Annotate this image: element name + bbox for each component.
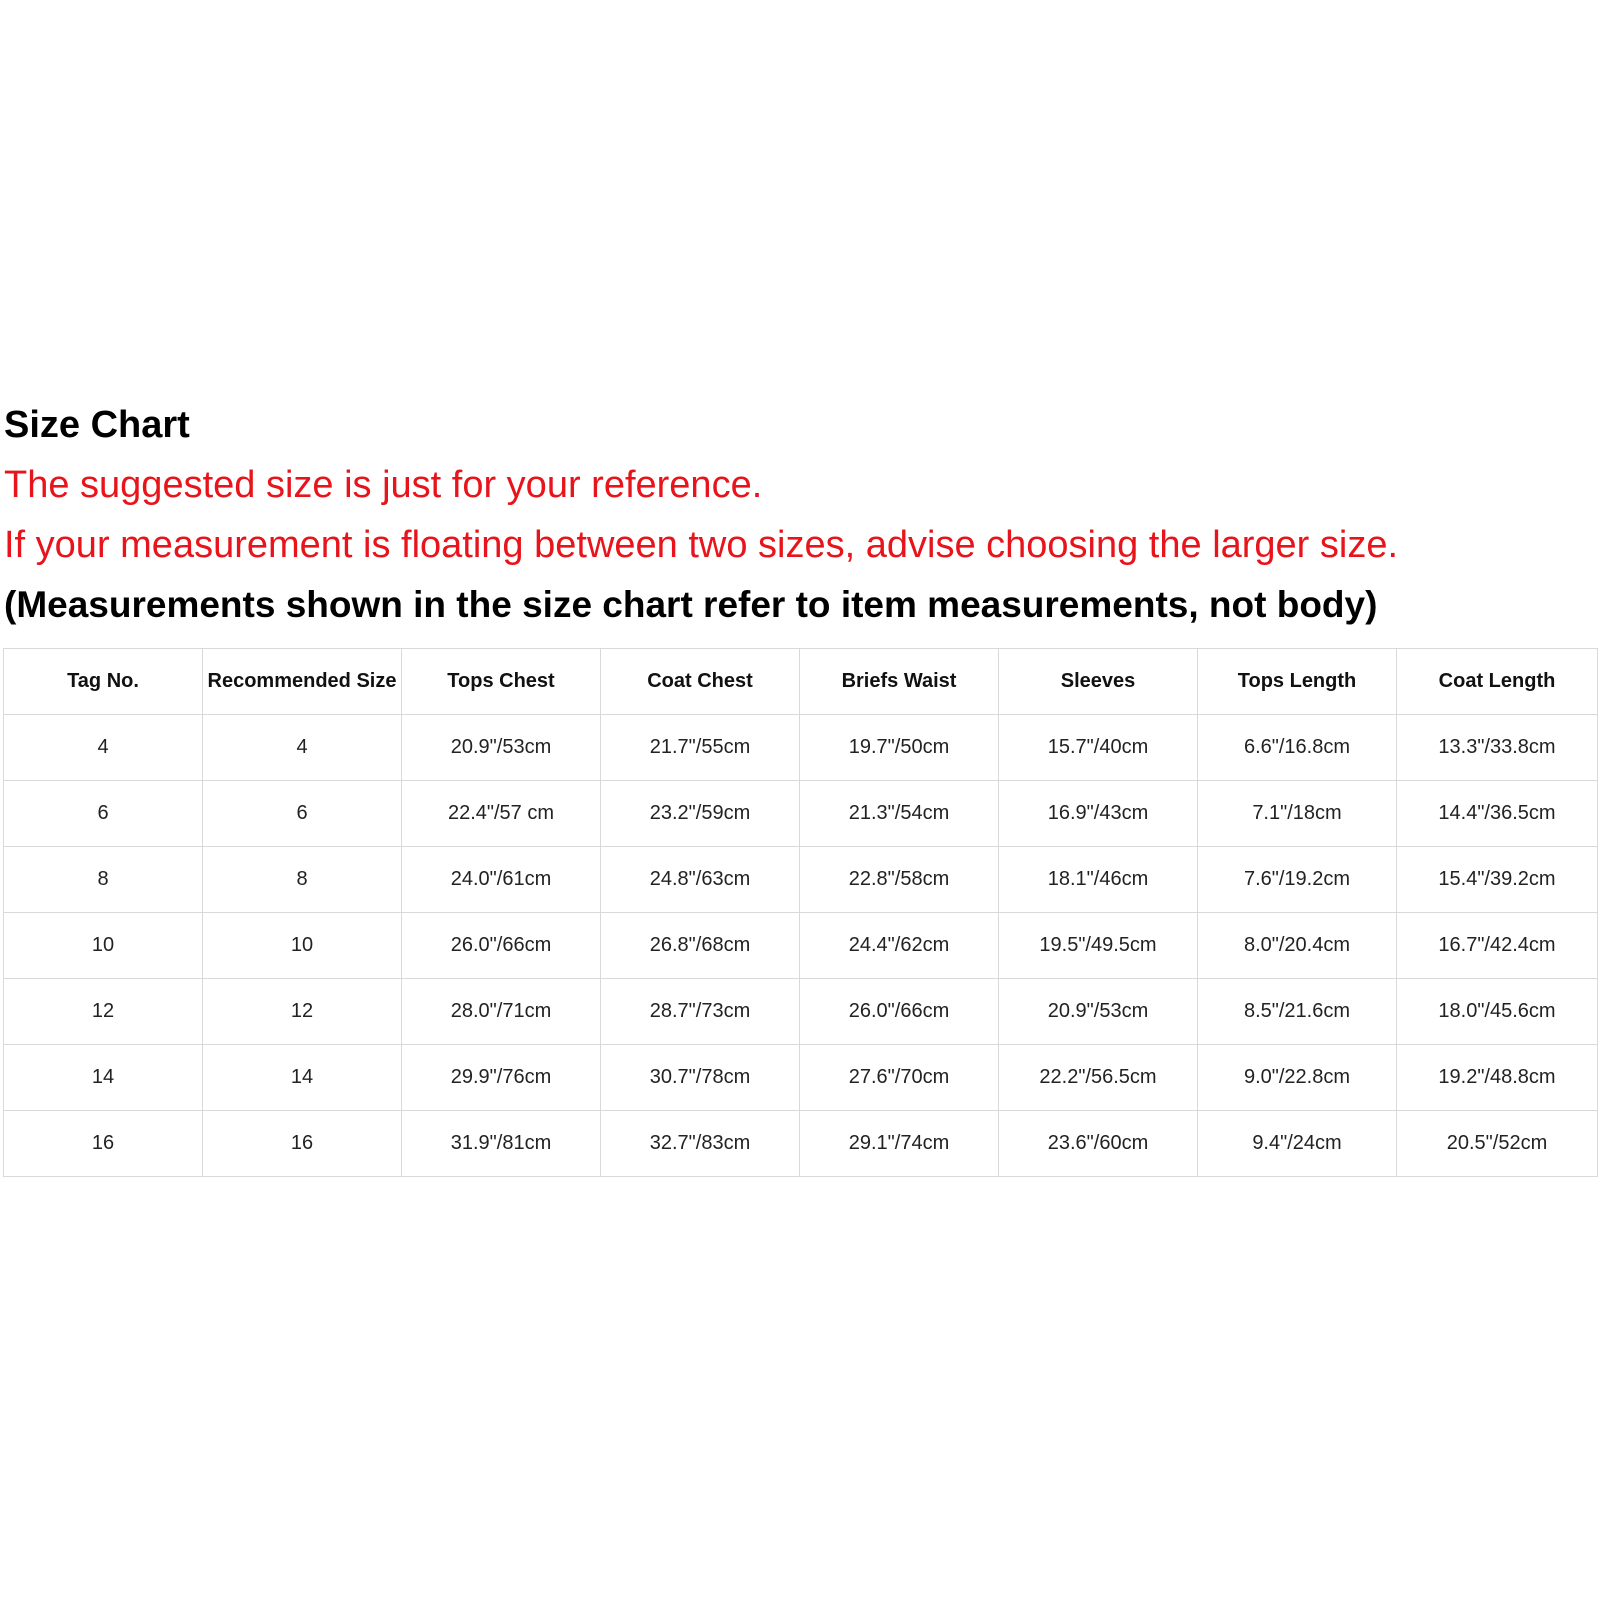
size-chart-table <box>3 648 1598 1177</box>
table-row <box>4 715 1598 781</box>
table-row <box>4 781 1598 847</box>
sizing-advice-note: If your measurement is floating between two sizes, advise choosing the larger size. <box>4 524 1399 566</box>
table-cell: 14 <box>203 1045 402 1111</box>
table-cell: 13.3"/33.8cm <box>1397 715 1598 781</box>
table-header <box>4 649 1598 715</box>
table-cell: 22.2"/56.5cm <box>999 1045 1198 1111</box>
table-cell: 22.4"/57 cm <box>402 781 601 847</box>
table-cell: 6.6"/16.8cm <box>1198 715 1397 781</box>
table-cell: 24.8"/63cm <box>601 847 800 913</box>
table-cell: 22.8"/58cm <box>800 847 999 913</box>
table-cell: 21.3"/54cm <box>800 781 999 847</box>
table-cell: 19.2"/48.8cm <box>1397 1045 1598 1111</box>
table-cell: 23.6"/60cm <box>999 1111 1198 1177</box>
table-cell: 26.0"/66cm <box>800 979 999 1045</box>
header-row <box>4 649 1598 715</box>
header-coat-length: Coat Length <box>1397 649 1598 715</box>
table-cell: 19.7"/50cm <box>800 715 999 781</box>
table-cell: 4 <box>4 715 203 781</box>
table-cell: 19.5"/49.5cm <box>999 913 1198 979</box>
table-cell: 30.7"/78cm <box>601 1045 800 1111</box>
table-cell: 6 <box>203 781 402 847</box>
table-cell: 6 <box>4 781 203 847</box>
table-cell: 16 <box>203 1111 402 1177</box>
table-cell: 8.5"/21.6cm <box>1198 979 1397 1045</box>
table-cell: 8.0"/20.4cm <box>1198 913 1397 979</box>
table-cell: 32.7"/83cm <box>601 1111 800 1177</box>
header-briefs-waist: Briefs Waist <box>800 649 999 715</box>
table-cell: 7.6"/19.2cm <box>1198 847 1397 913</box>
table-cell: 8 <box>203 847 402 913</box>
size-chart-heading-block <box>4 405 1598 625</box>
table-row <box>4 1045 1598 1111</box>
table-cell: 28.7"/73cm <box>601 979 800 1045</box>
table-row <box>4 1111 1598 1177</box>
table-cell: 10 <box>4 913 203 979</box>
table-body <box>4 715 1598 1177</box>
table-cell: 29.9"/76cm <box>402 1045 601 1111</box>
table-row <box>4 979 1598 1045</box>
table-cell: 4 <box>203 715 402 781</box>
header-tag-no: Tag No. <box>4 649 203 715</box>
header-tops-chest: Tops Chest <box>402 649 601 715</box>
table-cell: 24.0"/61cm <box>402 847 601 913</box>
table-cell: 21.7"/55cm <box>601 715 800 781</box>
table-cell: 20.9"/53cm <box>999 979 1198 1045</box>
table-cell: 15.4"/39.2cm <box>1397 847 1598 913</box>
table-cell: 14.4"/36.5cm <box>1397 781 1598 847</box>
table-cell: 18.0"/45.6cm <box>1397 979 1598 1045</box>
header-tops-length: Tops Length <box>1198 649 1397 715</box>
table-cell: 8 <box>4 847 203 913</box>
table-cell: 10 <box>203 913 402 979</box>
table-cell: 16.7"/42.4cm <box>1397 913 1598 979</box>
table-cell: 7.1"/18cm <box>1198 781 1397 847</box>
table-cell: 29.1"/74cm <box>800 1111 999 1177</box>
page-title: Size Chart <box>4 404 190 446</box>
table-cell: 12 <box>203 979 402 1045</box>
table-cell: 28.0"/71cm <box>402 979 601 1045</box>
table-cell: 12 <box>4 979 203 1045</box>
header-sleeves: Sleeves <box>999 649 1198 715</box>
table-cell: 24.4"/62cm <box>800 913 999 979</box>
header-recommended-size: Recommended Size <box>203 649 402 715</box>
table-row <box>4 847 1598 913</box>
table-row <box>4 913 1598 979</box>
table-cell: 20.9"/53cm <box>402 715 601 781</box>
table-cell: 16 <box>4 1111 203 1177</box>
reference-note: The suggested size is just for your reference. <box>4 464 763 506</box>
table-cell: 14 <box>4 1045 203 1111</box>
table-cell: 9.4"/24cm <box>1198 1111 1397 1177</box>
table-cell: 20.5"/52cm <box>1397 1111 1598 1177</box>
table-cell: 26.8"/68cm <box>601 913 800 979</box>
measurement-disclaimer: (Measurements shown in the size chart refer to item measurements, not body) <box>4 584 1378 625</box>
header-coat-chest: Coat Chest <box>601 649 800 715</box>
table-cell: 16.9"/43cm <box>999 781 1198 847</box>
table-cell: 9.0"/22.8cm <box>1198 1045 1397 1111</box>
table-cell: 31.9"/81cm <box>402 1111 601 1177</box>
table-cell: 27.6"/70cm <box>800 1045 999 1111</box>
table-cell: 15.7"/40cm <box>999 715 1198 781</box>
table-cell: 18.1"/46cm <box>999 847 1198 913</box>
table-cell: 26.0"/66cm <box>402 913 601 979</box>
table-cell: 23.2"/59cm <box>601 781 800 847</box>
